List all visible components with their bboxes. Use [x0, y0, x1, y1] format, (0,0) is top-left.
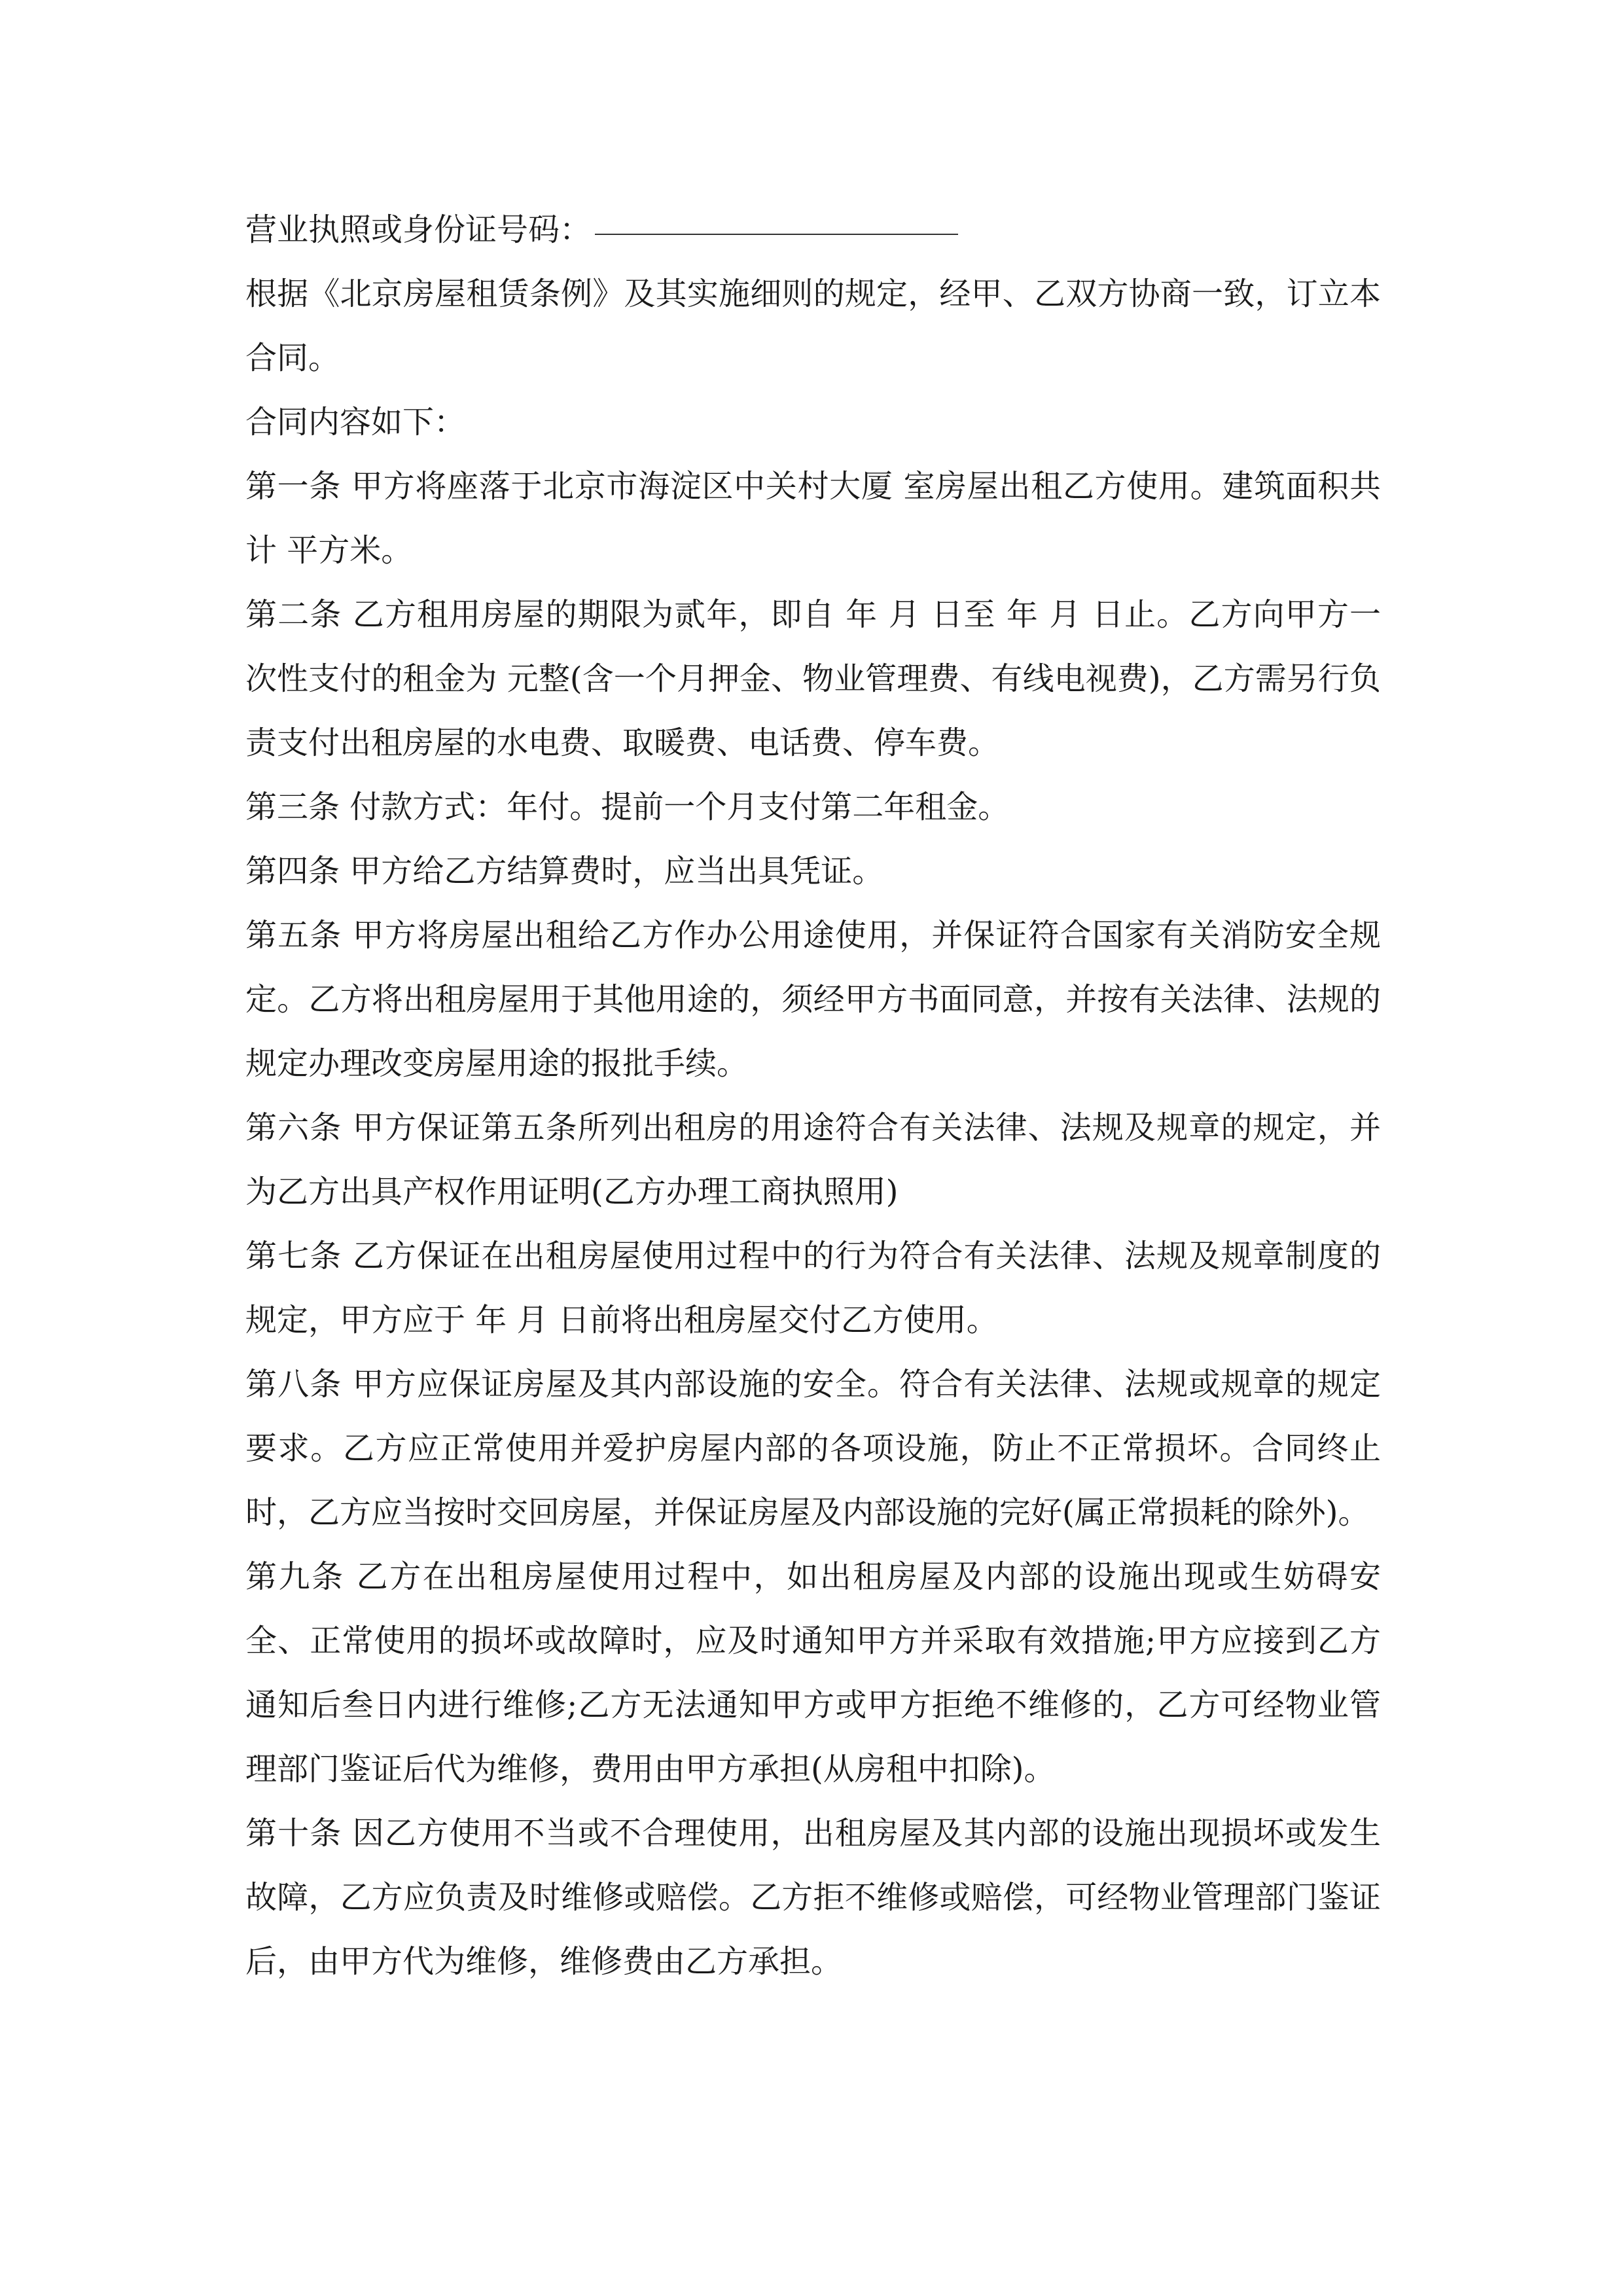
article-7: 第七条 乙方保证在出租房屋使用过程中的行为符合有关法律、法规及规章制度的规定，甲方应于 年 月 日前将出租房屋交付乙方使用。	[245, 1238, 1381, 1338]
article-10: 第十条 因乙方使用不当或不合理使用，出租房屋及其内部的设施出现损坏或发生故障，乙方应负责及时维修或赔偿。乙方拒不维修或赔偿，可经物业管理部门鉴证后，由甲方代为维修，维修费由乙方承担。	[245, 1815, 1381, 1980]
id-number-line	[245, 198, 1381, 262]
article-6: 第六条 甲方保证第五条所列出租房的用途符合有关法律、法规及规章的规定，并为乙方出具产权作用证明(乙方办理工商执照用)	[245, 1109, 1381, 1210]
preamble: 根据《北京房屋租赁条例》及其实施细则的规定，经甲、乙双方协商一致，订立本合同。	[245, 276, 1381, 376]
article-2: 第二条 乙方租用房屋的期限为贰年，即自 年 月 日至 年 月 日止。乙方向甲方一次性支付的租金为 元整(含一个月押金、物业管理费、有线电视费)，乙方需另行负责支付出租房屋的水电费、取暖费、电话费、停车费。	[245, 596, 1381, 761]
id-number-label: 营业执照或身份证号码：	[245, 211, 592, 248]
id-number-blank	[595, 234, 958, 235]
article-4: 第四条 甲方给乙方结算费时，应当出具凭证。	[245, 853, 884, 889]
article-3: 第三条 付款方式：年付。提前一个月支付第二年租金。	[245, 789, 1010, 825]
contents-heading: 合同内容如下：	[245, 404, 466, 440]
article-8: 第八条 甲方应保证房屋及其内部设施的安全。符合有关法律、法规或规章的规定要求。乙方应正常使用并爱护房屋内部的各项设施，防止不正常损坏。合同终止时，乙方应当按时交回房屋，并保证房屋及内部设施的完好(属正常损耗的除外)。	[245, 1366, 1381, 1531]
article-5: 第五条 甲方将房屋出租给乙方作办公用途使用，并保证符合国家有关消防安全规定。乙方将出租房屋用于其他用途的，须经甲方书面同意，并按有关法律、法规的规定办理改变房屋用途的报批手续。	[245, 917, 1381, 1082]
article-1: 第一条 甲方将座落于北京市海淀区中关村大厦 室房屋出租乙方使用。建筑面积共计 平方米。	[245, 468, 1381, 569]
contract-page	[245, 198, 1381, 1994]
article-9: 第九条 乙方在出租房屋使用过程中，如出租房屋及内部的设施出现或生妨碍安全、正常使用的损坏或故障时，应及时通知甲方并采取有效措施;甲方应接到乙方通知后叁日内进行维修;乙方无法通知甲方或甲方拒绝不维修的，乙方可经物业管理部门鉴证后代为维修，费用由甲方承担(从房租中扣除)。	[245, 1558, 1381, 1787]
